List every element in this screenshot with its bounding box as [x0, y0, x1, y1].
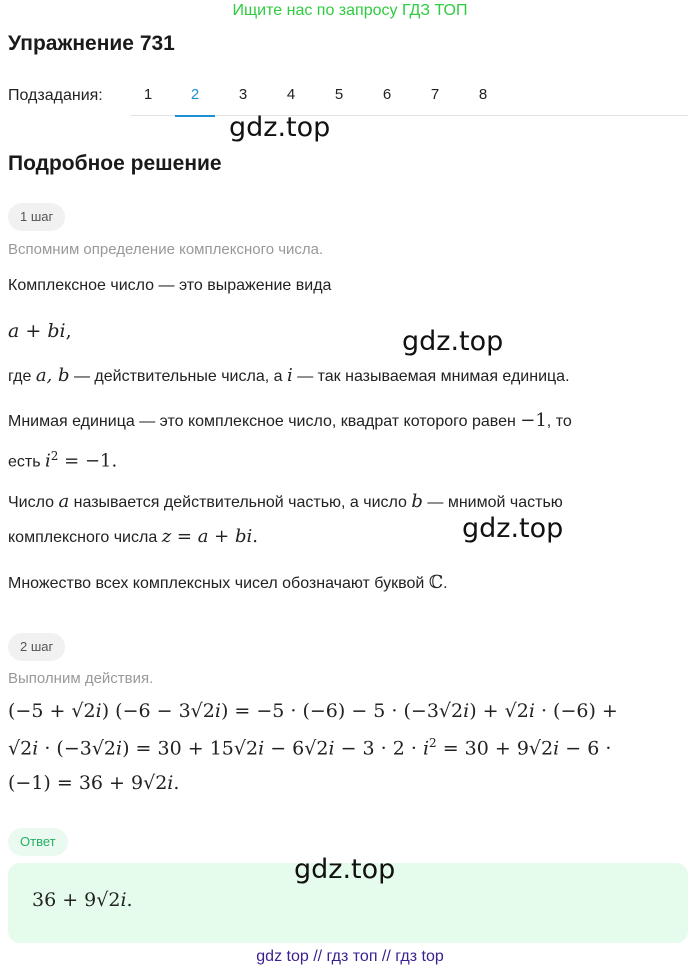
- answer-formula: 36 + 9√2i.: [32, 889, 133, 911]
- complex-form-formula: a + bi,: [8, 320, 72, 342]
- watermark: gdz.top: [402, 326, 504, 357]
- step-1-badge: 1 шаг: [8, 203, 65, 231]
- step-1-paragraph-3b: есть $i^2 = -1$.: [8, 449, 118, 472]
- step-1-paragraph-4: Число a называется действительной частью, а число b — мнимой частью: [8, 491, 563, 512]
- step-1-paragraph-2: где a, b — действительные числа, а i — так называемая мнимая единица.: [8, 365, 570, 386]
- step-2-hint: Выполним действия.: [8, 670, 154, 687]
- promo-banner[interactable]: Ищите нас по запросу ГДЗ ТОП: [232, 2, 468, 19]
- step-1-paragraph-3: Мнимая единица — это комплексное число, квадрат которого равен −1, то: [8, 410, 572, 431]
- subtask-tab-3[interactable]: 3: [238, 86, 248, 103]
- section-title: Подробное решение: [8, 152, 222, 175]
- subtask-tab-7[interactable]: 7: [430, 86, 440, 103]
- solution-line-3: (−1) = 36 + 9√2i.: [8, 772, 180, 794]
- subtask-tab-8[interactable]: 8: [478, 86, 488, 103]
- step-2-badge: 2 шаг: [8, 633, 65, 661]
- solution-line-1: (−5 + √2i) (−6 − 3√2i) = −5 · (−6) − 5 · (−3√2i) + √2i · (−6) +: [8, 700, 618, 722]
- exercise-title: Упражнение 731: [8, 32, 175, 55]
- answer-badge: Ответ: [8, 828, 68, 856]
- subtasks-nav: [8, 86, 688, 116]
- subtask-tab-2[interactable]: 2: [175, 86, 215, 116]
- subtask-tab-4[interactable]: 4: [286, 86, 296, 103]
- watermark: gdz.top: [294, 854, 396, 885]
- footer-links[interactable]: gdz top // гдз топ // гдз top: [256, 948, 444, 965]
- step-1-paragraph-5: Множество всех комплексных чисел обозначают буквой ℂ.: [8, 572, 448, 593]
- solution-line-2: $√2i \cdot (-3√2i) = 30 + 15√2i - 6√2i - 3 \cdot 2 \cdot i^2 = 30 + 9√2i - 6$ ·: [8, 736, 612, 760]
- watermark: gdz.top: [229, 112, 331, 143]
- watermark: gdz.top: [462, 513, 564, 544]
- step-1-paragraph-1: Комплексное число — это выражение вида: [8, 277, 332, 294]
- subtask-tab-1[interactable]: 1: [143, 86, 153, 103]
- subtask-tab-5[interactable]: 5: [334, 86, 344, 103]
- step-1-paragraph-4b: комплексного числа z = a + bi.: [8, 526, 258, 547]
- step-1-hint: Вспомним определение комплексного числа.: [8, 241, 324, 258]
- subtasks-label: Подзадания:: [8, 87, 103, 104]
- subtask-tab-6[interactable]: 6: [382, 86, 392, 103]
